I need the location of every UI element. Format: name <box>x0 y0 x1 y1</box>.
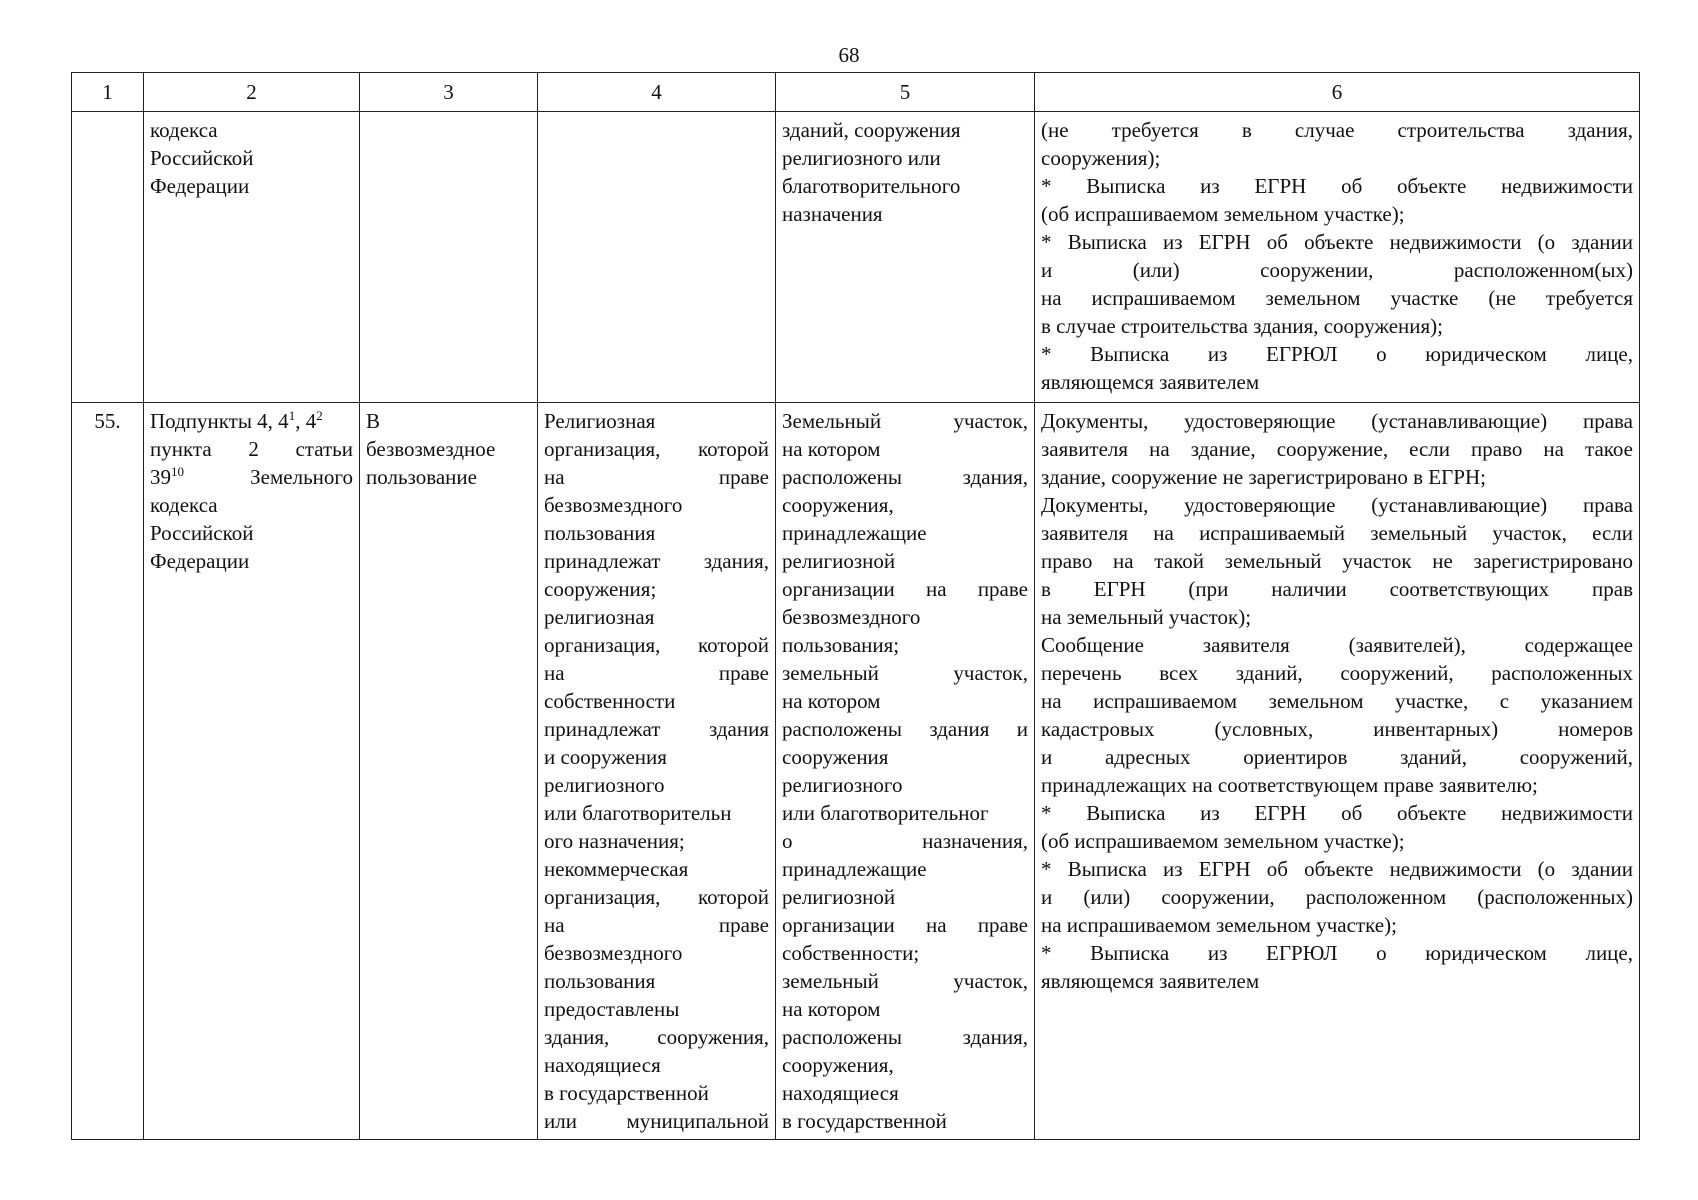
cell-line: религиозного или <box>782 146 941 170</box>
cell-line: Религиозная <box>544 409 656 433</box>
cell-line: зданий, сооружения <box>782 118 961 142</box>
column-header: 6 <box>1035 73 1640 112</box>
cell-line: земельный участок, <box>782 661 1028 685</box>
cell-line: пункта 2 статьи <box>150 437 353 461</box>
cell-line: организация, которой <box>544 633 769 657</box>
cell-line: собственности <box>544 689 676 713</box>
cell-line: сооружения <box>782 745 889 769</box>
column-header: 5 <box>776 73 1035 112</box>
column-header: 2 <box>144 73 360 112</box>
cell-line: кадастровых (условных, инвентарных) номеров <box>1041 717 1633 741</box>
table-header-row <box>72 73 1640 112</box>
cell-line: назначения <box>782 202 883 226</box>
cell-line: сооружения; <box>544 577 657 601</box>
cell-line: Документы, удостоверяющие (устанавливающие) права <box>1041 409 1633 433</box>
cell-line: собственности; <box>782 941 920 965</box>
column-header: 3 <box>360 73 538 112</box>
cell-line: пользования <box>544 521 656 545</box>
cell-line: расположены здания, <box>782 1025 1028 1049</box>
cell-line: на праве <box>544 913 769 937</box>
cell-line: безвозмездное <box>366 437 496 461</box>
cell-line: или благотворительн <box>544 801 732 825</box>
cell-line: Федерации <box>150 174 250 198</box>
cell-line: на земельный участок); <box>1041 605 1252 629</box>
document-table <box>71 72 1640 1140</box>
cell-line: на праве <box>544 465 769 489</box>
right-type-cell <box>360 403 538 1140</box>
right-type-cell <box>360 112 538 403</box>
applicant-cell <box>538 112 776 403</box>
cell-line: здание, сооружение не зарегистрировано в ЕГРН; <box>1041 465 1486 489</box>
cell-line: * Выписка из ЕГРН об объекте недвижимости <box>1041 801 1633 825</box>
cell-line: земельный участок, <box>782 969 1028 993</box>
cell-line: сооружения, <box>782 493 894 517</box>
cell-line: Сообщение заявителя (заявителей), содержащее <box>1041 633 1633 657</box>
cell-line: на праве <box>544 661 769 685</box>
table-row <box>72 112 1640 403</box>
cell-line: (об испрашиваемом земельном участке); <box>1041 829 1405 853</box>
cell-line: на котором <box>782 997 881 1021</box>
cell-line: принадлежат здания, <box>544 549 769 573</box>
cell-line: являющемся заявителем <box>1041 969 1260 993</box>
cell-line: кодекса <box>150 493 218 517</box>
cell-line: (не требуется в случае строительства здания, <box>1041 118 1633 142</box>
cell-line: кодекса <box>150 118 218 142</box>
cell-line: организации на праве <box>782 913 1028 937</box>
cell-line: на испрашиваемом земельном участке); <box>1041 913 1397 937</box>
cell-line: религиозной <box>782 885 896 909</box>
cell-line: принадлежат здания <box>544 717 769 741</box>
cell-line: безвозмездного <box>544 493 683 517</box>
cell-line: на котором <box>782 689 881 713</box>
cell-line: * Выписка из ЕГРН об объекте недвижимости (о здании <box>1041 230 1633 254</box>
applicant-cell <box>538 403 776 1140</box>
cell-line: Документы, удостоверяющие (устанавливающие) права <box>1041 493 1633 517</box>
cell-line: религиозной <box>782 549 896 573</box>
cell-line: здания, сооружения, <box>544 1025 769 1049</box>
cell-line: пользование <box>366 465 477 489</box>
cell-line: в государственной <box>782 1109 947 1133</box>
cell-line: благотворительного <box>782 174 961 198</box>
cell-line: * Выписка из ЕГРЮЛ о юридическом лице, <box>1041 941 1633 965</box>
land-plot-cell <box>776 403 1035 1140</box>
cell-line: и (или) сооружении, расположенном(ых) <box>1041 258 1633 282</box>
cell-line: сооружения, <box>782 1053 894 1077</box>
documents-cell <box>1035 403 1640 1140</box>
legal-basis-cell <box>144 112 360 403</box>
cell-line: * Выписка из ЕГРН об объекте недвижимости <box>1041 174 1633 198</box>
cell-line: * Выписка из ЕГРН об объекте недвижимости (о здании <box>1041 857 1633 881</box>
cell-line: перечень всех зданий, сооружений, расположенных <box>1041 661 1633 685</box>
cell-line: на испрашиваемом земельном участке (не требуется <box>1041 286 1633 310</box>
cell-line: на испрашиваемом земельном участке, с указанием <box>1041 689 1633 713</box>
cell-line: организация, которой <box>544 437 769 461</box>
cell-line: некоммерческая <box>544 857 689 881</box>
cell-line: находящиеся <box>544 1053 661 1077</box>
cell-line: расположены здания и <box>782 717 1028 741</box>
cell-line: в государственной <box>544 1081 709 1105</box>
cell-line: в случае строительства здания, сооружения); <box>1041 314 1444 338</box>
cell-line: безвозмездного <box>544 941 683 965</box>
legal-basis-cell <box>144 403 360 1140</box>
cell-line: и сооружения <box>544 745 667 769</box>
cell-line: являющемся заявителем <box>1041 370 1260 394</box>
cell-line: на котором <box>782 437 881 461</box>
cell-line: В <box>366 409 381 433</box>
cell-line: расположены здания, <box>782 465 1028 489</box>
column-header: 1 <box>72 73 144 112</box>
cell-line: заявителя на здание, сооружение, если право на такое <box>1041 437 1633 461</box>
cell-line: и (или) сооружении, расположенном (расположенных) <box>1041 885 1633 909</box>
cell-line: Подпункты 4, $4^1$, $4^2$ <box>150 408 323 433</box>
cell-line: принадлежащих на соответствующем праве заявителю; <box>1041 773 1538 797</box>
cell-line: религиозная <box>544 605 655 629</box>
column-header: 4 <box>538 73 776 112</box>
cell-line: или благотворительног <box>782 801 989 825</box>
cell-line: ого назначения; <box>544 829 685 853</box>
cell-line: сооружения); <box>1041 146 1161 170</box>
cell-line: предоставлены <box>544 997 680 1021</box>
cell-line: о назначения, <box>782 829 1028 853</box>
cell-line: религиозного <box>544 773 665 797</box>
page-number: 68 <box>838 43 860 67</box>
cell-line: в ЕГРН (при наличии соответствующих прав <box>1041 577 1633 601</box>
cell-line: безвозмездного <box>782 605 921 629</box>
cell-line: право на такой земельный участок не зарегистрировано <box>1041 549 1633 573</box>
cell-line: пользования; <box>782 633 900 657</box>
cell-line: Российской <box>150 521 254 545</box>
cell-line: и адресных ориентиров зданий, сооружений, <box>1041 745 1633 769</box>
land-plot-cell <box>776 112 1035 403</box>
cell-line: принадлежащие <box>782 521 927 545</box>
cell-line: организации на праве <box>782 577 1028 601</box>
cell-line: $39^{10}$ Земельного <box>150 464 353 489</box>
cell-line: религиозного <box>782 773 903 797</box>
cell-line: или муниципальной <box>544 1109 769 1133</box>
cell-line: пользования <box>544 969 656 993</box>
cell-line: Российской <box>150 146 254 170</box>
cell-line: находящиеся <box>782 1081 899 1105</box>
row-number-cell: 55. <box>72 403 144 1140</box>
row-number-cell <box>72 112 144 403</box>
cell-line: * Выписка из ЕГРЮЛ о юридическом лице, <box>1041 342 1633 366</box>
cell-line: Федерации <box>150 549 250 573</box>
cell-line: принадлежащие <box>782 857 927 881</box>
table-row <box>72 403 1640 1140</box>
cell-line: организация, которой <box>544 885 769 909</box>
cell-line: (об испрашиваемом земельном участке); <box>1041 202 1405 226</box>
cell-line: заявителя на испрашиваемый земельный участок, если <box>1041 521 1633 545</box>
cell-line: Земельный участок, <box>782 409 1028 433</box>
documents-cell <box>1035 112 1640 403</box>
